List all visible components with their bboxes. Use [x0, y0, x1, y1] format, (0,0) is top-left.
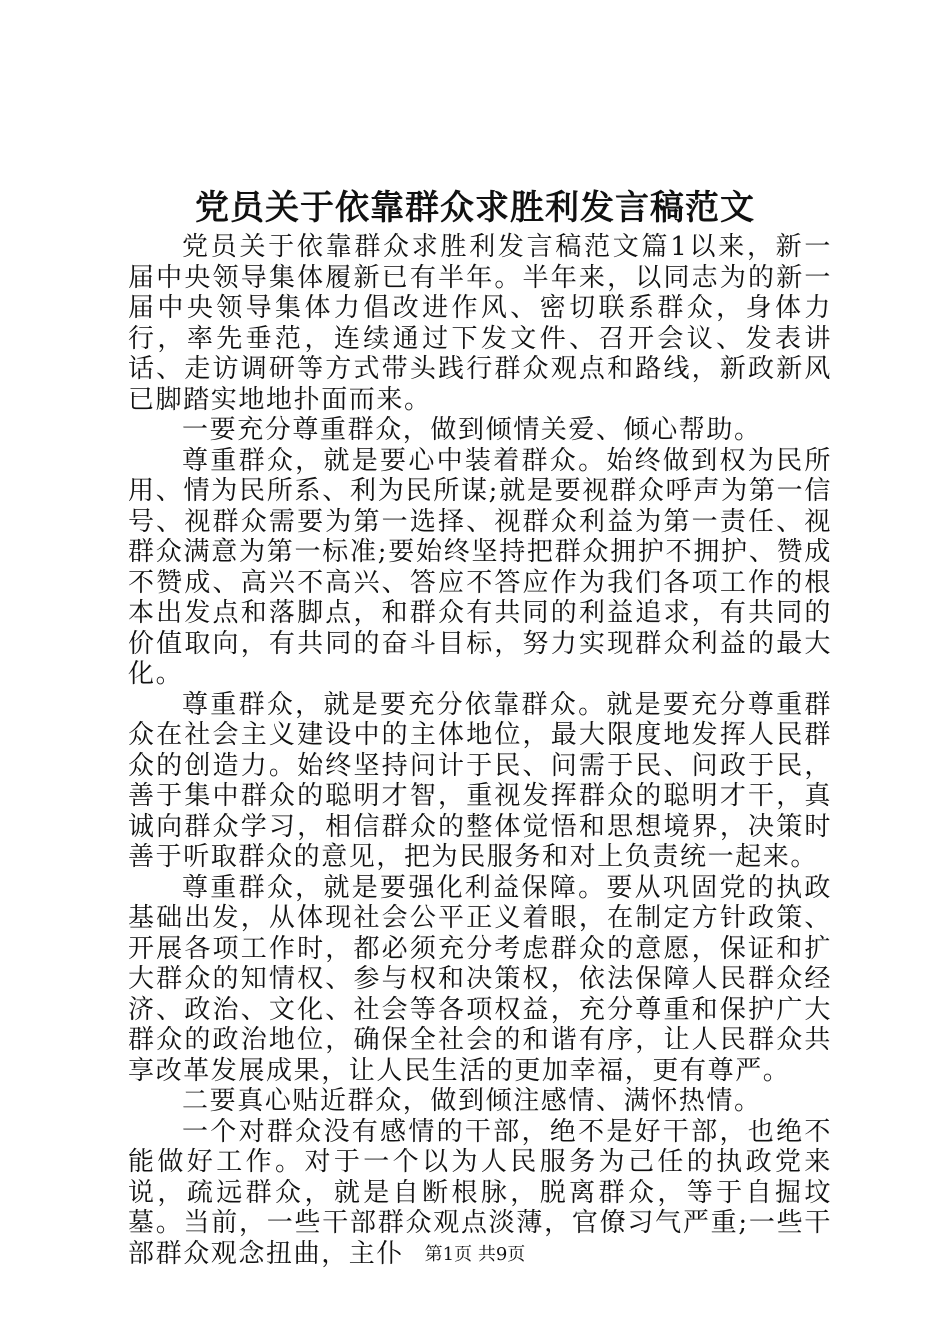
document-body	[128, 232, 832, 1269]
paragraph: 尊重群众，就是要充分依靠群众。就是要充分尊重群众在社会主义建设中的主体地位，最大限度地发挥人民群众的创造力。始终坚持问计于民、问需于民、问政于民，善于集中群众的聪明才智，重视发挥群众的聪明才干，真诚向群众学习，相信群众的整体觉悟和思想境界，决策时善于听取群众的意见，把为民服务和对上负责统一起来。	[128, 689, 832, 872]
section-heading: 一要充分尊重群众，做到倾情关爱、倾心帮助。	[182, 415, 762, 445]
document-title: 党员关于依靠群众求胜利发言稿范文	[195, 188, 755, 228]
page-number-footer: 第1页 共9页	[424, 1244, 526, 1265]
paragraph: 一个对群众没有感情的干部，绝不是好干部，也绝不能做好工作。对于一个以为人民服务为己任的执政党来说，疏远群众，就是自断根脉，脱离群众，等于自掘坟墓。当前，一些干部群众观点淡薄，官僚习气严重;一些干部群众观念扭曲，主仆	[128, 1116, 832, 1269]
paragraph: 尊重群众，就是要心中装着群众。始终做到权为民所用、情为民所系、利为民所谋;就是要视群众呼声为第一信号、视群众需要为第一选择、视群众利益为第一责任、视群众满意为第一标准;要始终坚持把群众拥护不拥护、赞成不赞成、高兴不高兴、答应不答应作为我们各项工作的根本出发点和落脚点，和群众有共同的利益追求，有共同的价值取向，有共同的奋斗目标，努力实现群众利益的最大化。	[128, 445, 832, 689]
section-heading: 二要真心贴近群众，做到倾注感情、满怀热情。	[182, 1086, 762, 1116]
paragraph: 党员关于依靠群众求胜利发言稿范文篇1以来，新一届中央领导集体履新已有半年。半年来，以同志为的新一届中央领导集体力倡改进作风、密切联系群众，身体力行，率先垂范，连续通过下发文件、召开会议、发表讲话、走访调研等方式带头践行群众观点和路线，新政新风已脚踏实地地扑面而来。	[128, 232, 832, 415]
paragraph: 尊重群众，就是要强化利益保障。要从巩固党的执政基础出发，从体现社会公平正义着眼，在制定方针政策、开展各项工作时，都必须充分考虑群众的意愿，保证和扩大群众的知情权、参与权和决策权，依法保障人民群众经济、政治、文化、社会等各项权益，充分尊重和保护广大群众的政治地位，确保全社会的和谐有序，让人民群众共享改革发展成果，让人民生活的更加幸福，更有尊严。	[128, 872, 832, 1086]
